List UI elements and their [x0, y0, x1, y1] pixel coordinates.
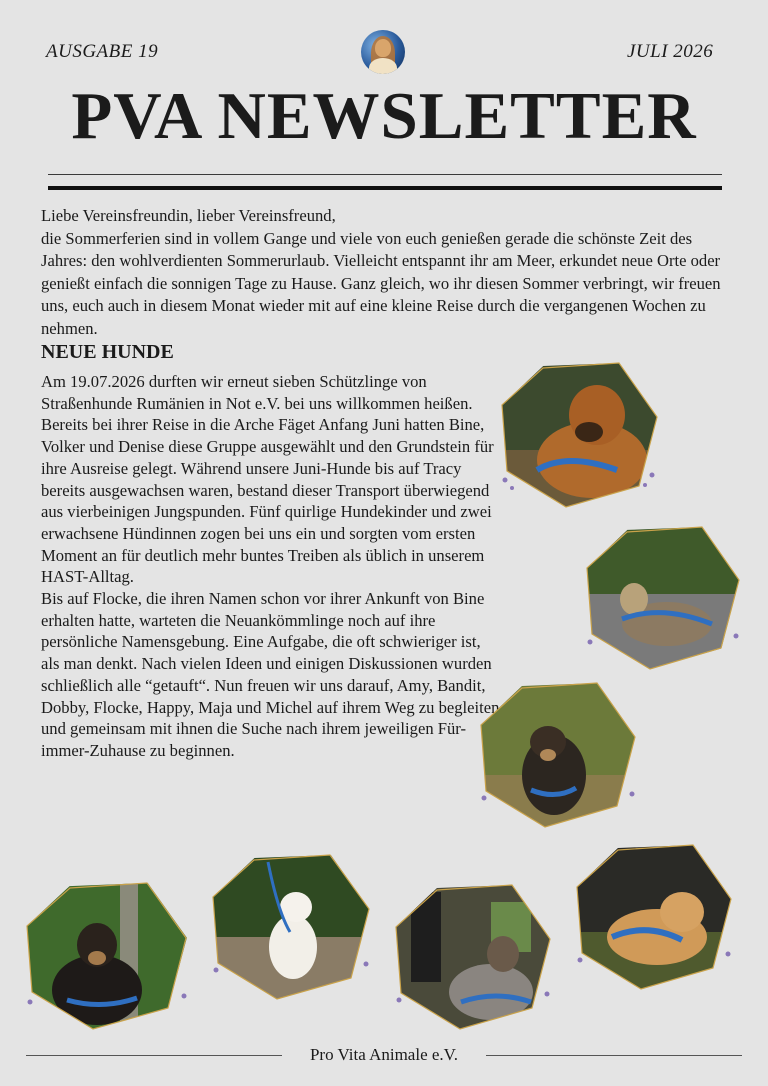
dog-photo-2: [582, 524, 744, 672]
intro-text: [41, 205, 741, 340]
article-paragraph-2: Bis auf Flocke, die ihren Namen schon vor ihrer Ankunft von Bine erhalten hatte, warteten die Neuankömmlinge noch auf ihre persönliche Namensgebung. Eine Aufgabe, die oft schwieriger ist, als man denkt. Nach vielen Ideen und einigen Diskussionen wurden schließlich alle “getauft“. Nun freuen wir uns darauf, Amy, Bandit, Dobby, Flocke, Happy, Maja und Michel auf ihrem Weg zu begleiten und gemeinsam mit ihnen die Suche nach ihrem jeweiligen Für-immer-Zuhause zu beginnen.: [41, 589, 500, 760]
dog-photo-6: [391, 882, 555, 1032]
dog-photo-1: [497, 360, 662, 510]
divider-thin: [48, 174, 722, 175]
intro-paragraph: die Sommerferien sind in vollem Gange und viele von euch genießen gerade die schönste Zeit des Jahres: den wohlverdienten Sommerurlaub. Vielleicht entspannt ihr am Meer, erkundet neue Orte oder genießt einfach die sonnigen Tage zu Hause. Ganz gleich, wo ihr diesen Sommer verbringt, wir freuen uns, euch auch in diesem Monat wieder mit auf eine kleine Reise durch die vergangenen Wochen zu nehmen.: [41, 228, 721, 338]
greeting: Liebe Vereinsfreundin, lieber Vereinsfreund,: [41, 206, 336, 225]
issue-date: JULI 2026: [627, 41, 714, 62]
issue-number: AUSGABE 19: [46, 41, 159, 62]
newsletter-title: PVA NEWSLETTER: [71, 79, 697, 153]
article-paragraph-1: Am 19.07.2026 durften wir erneut sieben Schützlinge von Straßenhunde Rumänien in Not e.V. bei uns willkommen heißen. Bereits bei ihrer Reise in die Arche Fäget Anfang Juni hatten Bine, Volker und Denise diese Gruppe ausgewählt und den Grundstein für ihre Ausreise gelegt. Während unsere Juni-Hunde bis auf Tracy bereits ausgewachsen waren, bestand dieser Transport überwiegend aus vierbeinigen Jungspunden. Fünf quirlige Hundekinder und zwei erwachsene Hündinnen zogen bei uns ein und sorgten vom ersten Moment an für deutlich mehr buntes Treiben als üblich in unserem HAST-Alltag.: [41, 372, 494, 587]
dog-photo-4: [22, 880, 192, 1032]
footer-org: Pro Vita Animale e.V.: [302, 1045, 466, 1064]
section-heading: NEUE HUNDE: [41, 341, 174, 363]
dog-photo-5: [208, 852, 374, 1002]
divider-thick: [48, 186, 722, 190]
logo: [361, 30, 405, 74]
dog-photo-7: [572, 842, 736, 992]
dog-photo-3: [476, 680, 640, 830]
article-text: [41, 371, 501, 762]
